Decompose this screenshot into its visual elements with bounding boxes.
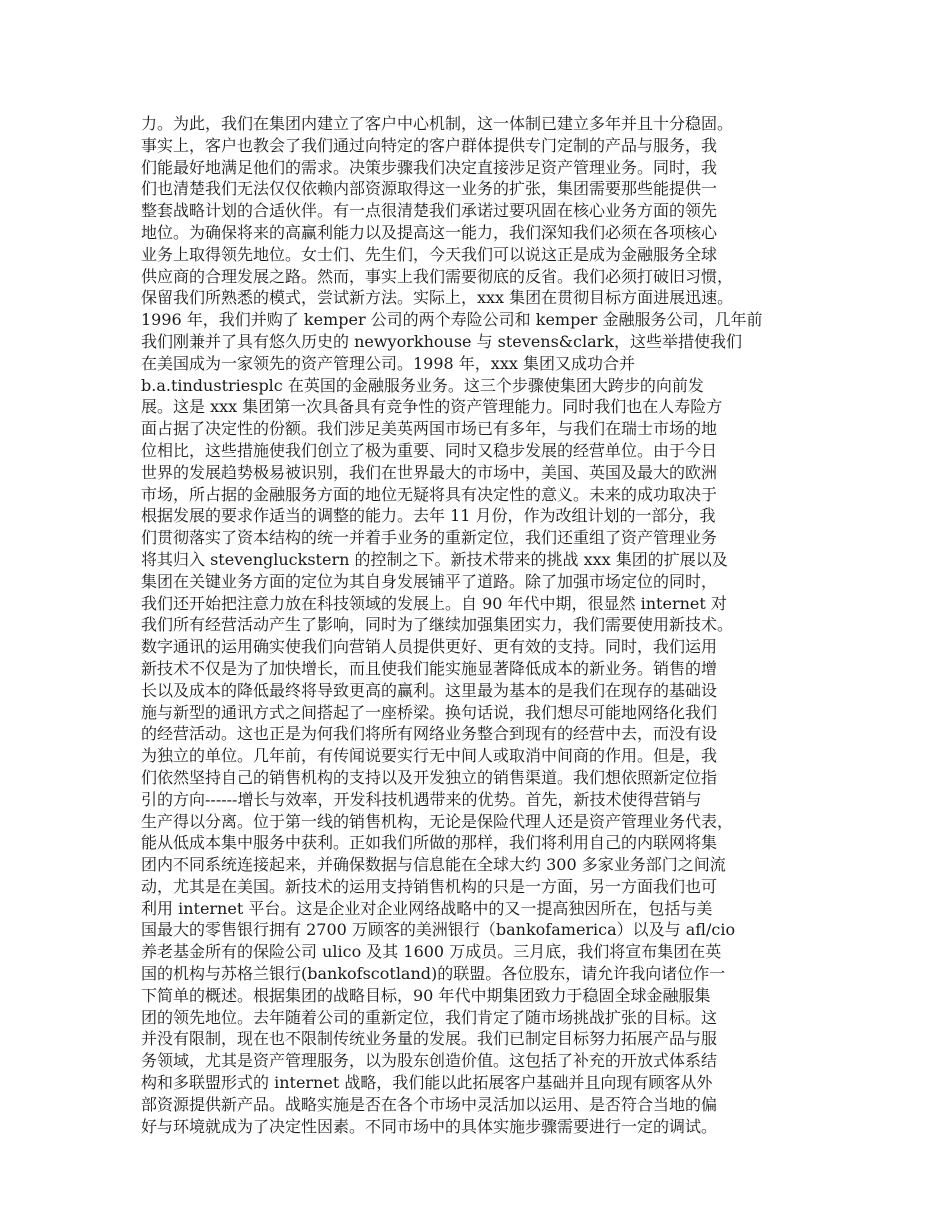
- text-line: 们依然坚持自己的销售机构的支持以及开发独立的销售渠道。我们想依照新定位指: [141, 767, 718, 787]
- text-line: 们也清楚我们无法仅仅依赖内部资源取得这一业务的扩张，集团需要那些能提供一: [141, 179, 718, 199]
- text-line: b.a.tindustriesplc 在英国的金融服务业务。这三个步骤使集团大跨步的向前发: [141, 375, 704, 395]
- text-line: 并没有限制，现在也不限制传统业务量的发展。我们已制定目标努力拓展产品与服: [141, 1029, 718, 1049]
- text-line: 施与新型的通讯方式之间搭起了一座桥梁。换句话说，我们想尽可能地网络化我们: [141, 702, 718, 722]
- text-line: 部资源提供新产品。战略实施是否在各个市场中灵活加以运用、是否符合当地的偏: [141, 1094, 718, 1114]
- text-line: 我们还开始把注意力放在科技领域的发展上。自 90 年代中期，很显然 internet 对: [141, 593, 727, 613]
- text-line: 下简单的概述。根据集团的战略目标，90 年代中期集团致力于稳固全球金融服集: [141, 985, 711, 1005]
- text-line: 新技术不仅是为了加快增长，而且使我们能实施显著降低成本的新业务。销售的增: [141, 658, 718, 678]
- text-line: 动，尤其是在美国。新技术的运用支持销售机构的只是一方面，另一方面我们也可: [141, 876, 718, 896]
- text-line: 数字通讯的运用确实使我们向营销人员提供更好、更有效的支持。同时，我们运用: [141, 637, 718, 657]
- text-line: 生产得以分离。位于第一线的销售机构，无论是保险代理人还是资产管理业务代表，: [141, 811, 734, 831]
- text-line: 们能最好地满足他们的需求。决策步骤我们决定直接涉足资产管理业务。同时，我: [141, 157, 718, 177]
- text-line: 国最大的零售银行拥有 2700 万顾客的美洲银行（bankofamerica）以及与 afl/cio: [141, 920, 736, 940]
- text-line: 位相比，这些措施使我们创立了极为重要、同时又稳步发展的经营单位。由于今日: [141, 440, 718, 460]
- text-line: 们贯彻落实了资本结构的统一并着手业务的重新定位，我们还重组了资产管理业务: [141, 528, 718, 548]
- text-line: 的经营活动。这也正是为何我们将所有网络业务整合到现有的经营中去，而没有设: [141, 724, 718, 744]
- text-line: 引的方向------增长与效率，开发科技机遇带来的优势。首先，新技术使得营销与: [141, 789, 702, 809]
- text-line: 面占据了决定性的份额。我们涉足美英两国市场已有多年，与我们在瑞士市场的地: [141, 419, 718, 439]
- text-line: 供应商的合理发展之路。然而，事实上我们需要彻底的反省。我们必须打破旧习惯，: [141, 266, 734, 286]
- text-line: 保留我们所熟悉的模式，尝试新方法。实际上，xxx 集团在贯彻目标方面进展迅速。: [141, 288, 734, 308]
- text-line: 我们刚兼并了具有悠久历史的 newyorkhouse 与 stevens&clark，这些举措使我们: [141, 331, 743, 351]
- text-line: 集团在关键业务方面的定位为其自身发展铺平了道路。除了加强市场定位的同时，: [141, 571, 718, 591]
- text-line: 务领域，尤其是资产管理服务，以为股东创造价值。这包括了补充的开放式体系结: [141, 1051, 718, 1071]
- text-line: 好与环境就成为了决定性因素。不同市场中的具体实施步骤需要进行一定的调试。: [141, 1116, 718, 1136]
- text-line: 我们所有经营活动产生了影响，同时为了继续加强集团实力，我们需要使用新技术。: [141, 615, 734, 635]
- text-line: 构和多联盟形式的 internet 战略，我们能以此拓展客户基础并且向现有顾客从外: [141, 1073, 713, 1093]
- text-line: 地位。为确保将来的高赢利能力以及提高这一能力，我们深知我们必须在各项核心: [141, 222, 718, 242]
- text-line: 根据发展的要求作适当的调整的能力。去年 11 月份，作为改组计划的一部分，我: [141, 506, 716, 526]
- text-line: 业务上取得领先地位。女士们、先生们，今天我们可以说这正是成为金融服务全球: [141, 244, 718, 264]
- text-line: 利用 internet 平台。这是企业对企业网络战略中的又一提高独因所在，包括与美: [141, 898, 713, 918]
- text-line: 长以及成本的降低最终将导致更高的赢利。这里最为基本的是我们在现存的基础设: [141, 680, 718, 700]
- text-line: 在美国成为一家领先的资产管理公司。1998 年，xxx 集团又成功合并: [141, 353, 635, 373]
- text-line: 能从低成本集中服务中获利。正如我们所做的那样，我们将利用自己的内联网将集: [141, 833, 718, 853]
- text-line: 团内不同系统连接起来，并确保数据与信息能在全球大约 300 多家业务部门之间流: [141, 855, 726, 875]
- text-line: 1996 年，我们并购了 kemper 公司的两个寿险公司和 kemper 金融服务公司，几年前: [141, 310, 763, 330]
- body-text: [141, 113, 831, 1137]
- text-line: 为独立的单位。几年前，有传闻说要实行无中间人或取消中间商的作用。但是，我: [141, 746, 718, 766]
- text-line: 养老基金所有的保险公司 ulico 及其 1600 万成员。三月底，我们将宣布集团在英: [141, 942, 722, 962]
- text-line: 展。这是 xxx 集团第一次具备具有竞争性的资产管理能力。同时我们也在人寿险方: [141, 397, 723, 417]
- text-line: 世界的发展趋势极易被识别，我们在世界最大的市场中，美国、英国及最大的欧洲: [141, 462, 718, 482]
- text-line: 事实上，客户也教会了我们通过向特定的客户群体提供专门定制的产品与服务，我: [141, 135, 718, 155]
- text-line: 将其归入 stevengluckstern 的控制之下。新技术带来的挑战 xxx 集团的扩展以及: [141, 549, 728, 569]
- text-line: 力。为此，我们在集团内建立了客户中心机制，这一体制已建立多年并且十分稳固。: [141, 114, 734, 133]
- text-line: 团的领先地位。去年随着公司的重新定位，我们肯定了随市场挑战扩张的目标。这: [141, 1007, 718, 1027]
- text-line: 市场，所占据的金融服务方面的地位无疑将具有决定性的意义。未来的成功取决于: [141, 484, 718, 504]
- text-line: 整套战略计划的合适伙伴。有一点很清楚我们承诺过要巩固在核心业务方面的领先: [141, 201, 718, 221]
- text-line: 国的机构与苏格兰银行(bankofscotland)的联盟。各位股东，请允许我向诸位作一: [141, 964, 726, 984]
